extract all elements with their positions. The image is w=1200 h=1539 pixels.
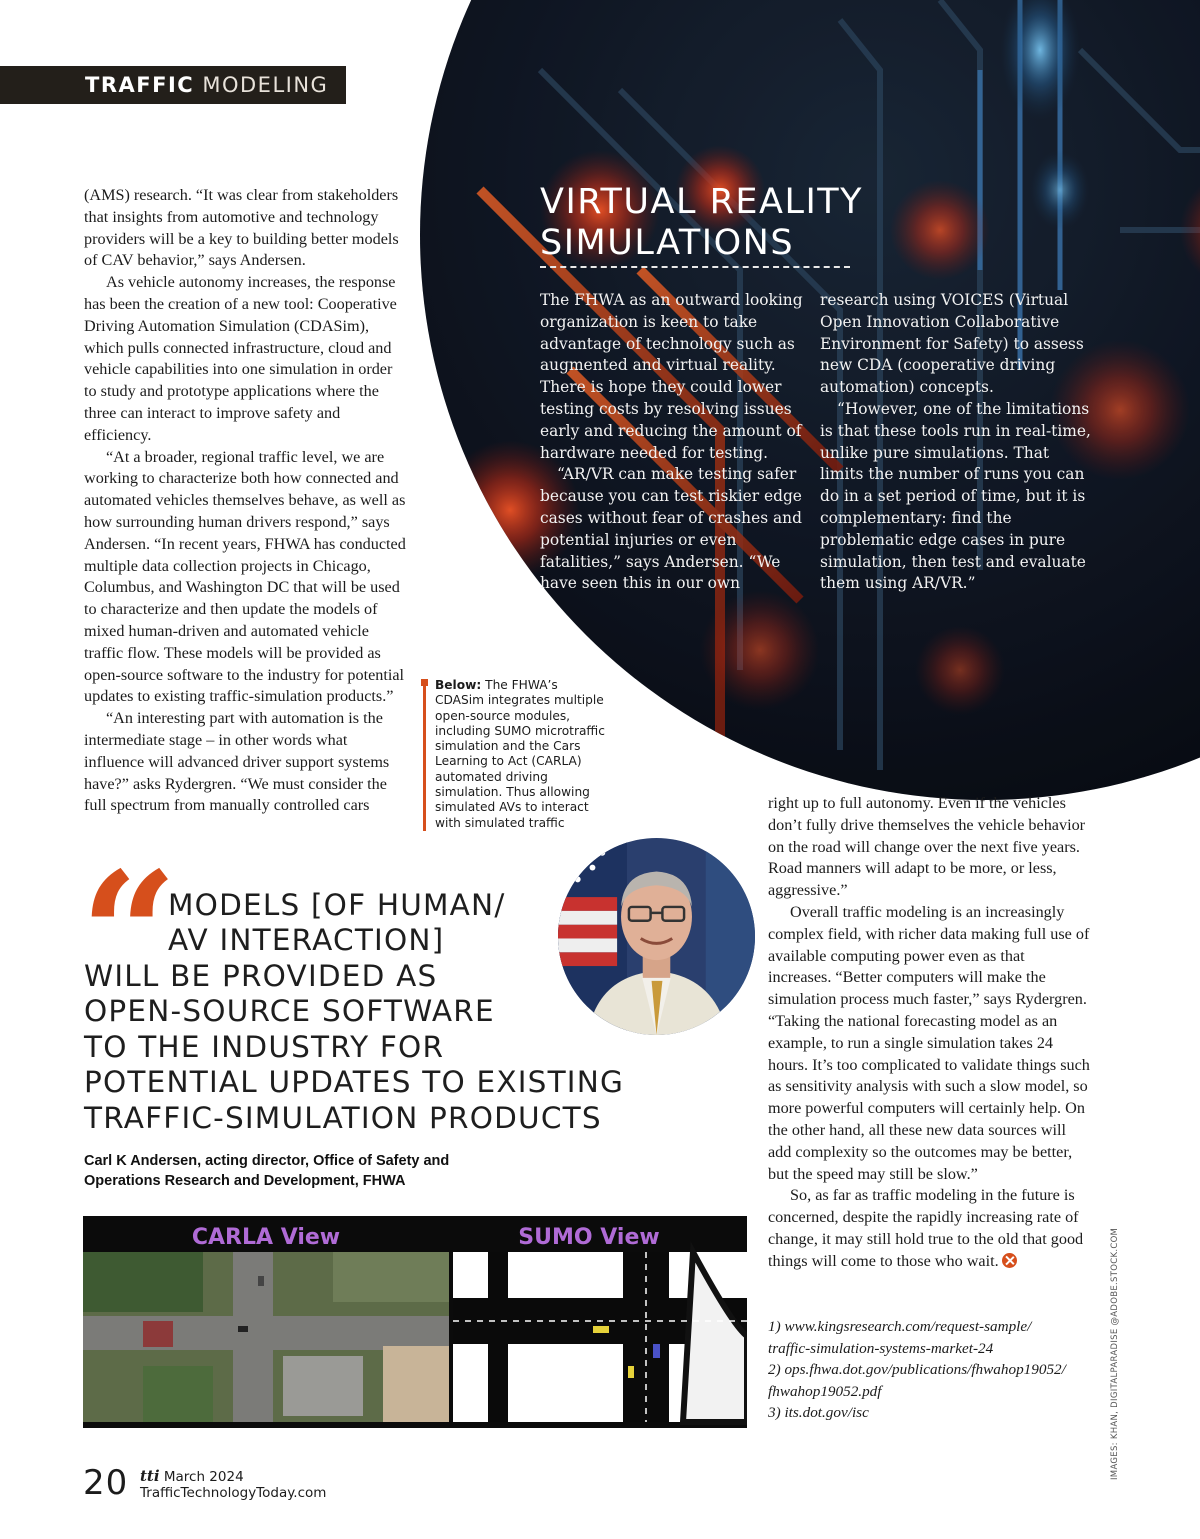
quote-attribution: Carl K Andersen, acting director, Office of Safety and Operations Research and Development, FHWA xyxy=(84,1153,450,1189)
quote-mark: “ xyxy=(80,835,178,1035)
right-paragraph: right up to full autonomy. Even if the vehicles don’t fully drive themselves the vehicle behavior on the road will change over the next five years. Road manners will adapt to be more, or less, aggressive.” xyxy=(768,794,1086,900)
section-tag xyxy=(0,66,346,104)
reference-line: 3) its.dot.gov/isc xyxy=(768,1404,869,1421)
vr-heading-line: SIMULATIONS xyxy=(540,223,795,263)
right-paragraph xyxy=(768,1185,1090,1272)
vr-paragraph: The FHWA as an outward looking organization is keen to take advantage of technology such as augmented and virtual reality. There is hope they could lower testing costs by resolving issues early and reducing the amount of hardware needed for testing. xyxy=(540,291,803,462)
caption-text: The FHWA’s CDASim integrates multiple open-source modules, including SUMO microtraffic simulation and the Cars Learning to Act (CARLA) automated driving simulation. Thus allowing simulated AVs to interact with simulated traffic xyxy=(435,678,605,830)
quote-line: OPEN-SOURCE SOFTWARE xyxy=(84,994,495,1028)
quote-line: TO THE INDUSTRY FOR xyxy=(84,1030,445,1064)
footer-url: TrafficTechnologyToday.com xyxy=(140,1485,327,1501)
issue-date: March 2024 xyxy=(163,1469,244,1485)
left-paragraph: “At a broader, regional traffic level, we are working to characterize both how connected and automated vehicles themselves behave, as well as how surrounding human drivers respond,” says Andersen. “In recent years, FHWA has conducted multiple data collection projects in Chicago, Columbus, and Washington DC that will be used to characterize and then update the models of mixed human-driven and automated vehicle traffic flow. These models will be provided as open-source software to the industry for potential updates to existing traffic-simulation products.” xyxy=(84,447,406,706)
quote-line: WILL BE PROVIDED AS xyxy=(84,959,438,993)
vr-paragraph: research using VOICES (Virtual Open Innovation Collaborative Environment for Safety) to assess new CDA (cooperative driving automation) concepts. xyxy=(820,291,1084,397)
reference-line: fhwahop19052.pdf xyxy=(768,1382,882,1400)
section-tag-bold: TRAFFIC xyxy=(85,73,195,97)
footer-issue xyxy=(140,1468,244,1485)
reference-line: 1) www.kingsresearch.com/request-sample/ xyxy=(768,1318,1032,1335)
caption-rule xyxy=(423,679,426,831)
references xyxy=(768,1316,1098,1424)
image-credit: IMAGES: KHAN, DIGITALPARADISE @ADOBE.STOCK.COM xyxy=(1110,1227,1120,1480)
vr-heading xyxy=(540,182,960,264)
page-number: 20 xyxy=(83,1463,129,1503)
sumo-view-label: SUMO View xyxy=(518,1225,660,1250)
quote-line: MODELS [OF HUMAN/ xyxy=(168,888,506,922)
vr-heading-rule xyxy=(540,266,850,268)
vr-column-2 xyxy=(820,290,1092,595)
left-article-column xyxy=(84,185,406,817)
portrait-photo xyxy=(558,838,755,1035)
carla-view-label: CARLA View xyxy=(191,1225,341,1250)
section-tag-light: MODELING xyxy=(202,73,329,97)
quote-line: AV INTERACTION] xyxy=(168,923,445,957)
end-of-article-icon xyxy=(1002,1253,1017,1268)
caption-marker xyxy=(421,679,428,686)
image-caption xyxy=(435,678,607,831)
vr-column-1 xyxy=(540,290,806,595)
quote-line: POTENTIAL UPDATES TO EXISTING xyxy=(84,1065,625,1099)
magazine-logo: tti xyxy=(140,1467,160,1485)
vr-heading-line: VIRTUAL REALITY xyxy=(540,182,864,222)
reference-line: 2) ops.fhwa.dot.gov/publications/fhwahop19052/ xyxy=(768,1361,1066,1378)
right-article-column xyxy=(768,793,1090,1273)
caption-label: Below: xyxy=(435,678,482,692)
left-paragraph: “An interesting part with automation is the intermediate stage – in other words what influence will advanced driver support systems have?” asks Rydergren. “We must consider the full spectrum from manually controlled cars xyxy=(84,709,390,815)
vr-paragraph: “AR/VR can make testing safer because you can test riskier edge cases without fear of crashes and potential injuries or even fatalities,” says Andersen. “We have seen this in our own xyxy=(540,465,802,593)
quote-line: TRAFFIC-SIMULATION PRODUCTS xyxy=(84,1101,602,1135)
left-paragraph: As vehicle autonomy increases, the response has been the creation of a new tool: Cooperative Driving Automation Simulation (CDASim), which pulls connected infrastructure, cloud and vehicle capabilities into one simulation in order to study and prototype applications where the three can interact to improve safety and efficiency. xyxy=(84,273,397,444)
cdasim-screenshot xyxy=(83,1216,747,1428)
reference-line: traffic-simulation-systems-market-24 xyxy=(768,1339,994,1357)
left-paragraph: (AMS) research. “It was clear from stakeholders that insights from automotive and technology providers will be a key to building better models of CAV behavior,” says Andersen. xyxy=(84,186,399,270)
vr-paragraph: “However, one of the limitations is that these tools run in real-time, unlike pure simulations. That limits the number of runs you can do in a set period of time, but it is complementary: find the problematic edge cases in pure simulation, then test and evaluate them using AR/VR.” xyxy=(820,399,1091,593)
closing-text: So, as far as traffic modeling in the future is concerned, despite the rapidly increasing rate of change, it may still hold true to the old that good things will come to those who wait. xyxy=(768,1186,1084,1270)
right-paragraph: Overall traffic modeling is an increasingly complex field, with richer data making full use of available computing power even as that increases. “Better computers will make the simulation process much faster,” says Rydergren. “Taking the national forecasting model as an example, to run a single simulation takes 24 hours. It’s too complicated to validate things such as sensitivity analysis with such a slow model, so more powerful computers will certainly help. On the other hand, all these new data sources will add complexity so the outcomes may be better, but the speed may still be slow.” xyxy=(768,902,1090,1183)
